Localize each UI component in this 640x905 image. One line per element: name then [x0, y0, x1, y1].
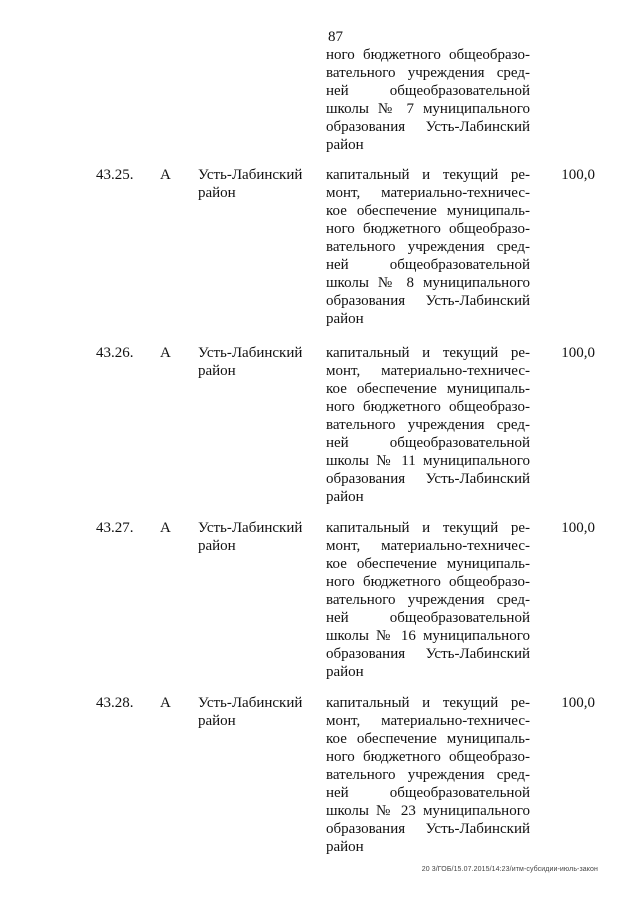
district-line: район — [198, 713, 236, 729]
document-footer: 20 3/ГОБ/15.07.2015/14:23/итм-субсидии-июль-закон — [421, 866, 598, 873]
district-line: Усть-Лабинский — [198, 345, 303, 361]
row-description — [326, 694, 530, 856]
description-line: вательного учреждения сред- — [326, 239, 530, 255]
row-number: 43.28. — [96, 695, 134, 711]
continuation-line: район — [326, 137, 364, 153]
description-line: капитальный и текущий ре- — [326, 167, 530, 183]
description-line: монт, материально-техничес- — [326, 538, 530, 554]
continuation-line: вательного учреждения сред- — [326, 65, 530, 81]
description-line: район — [326, 489, 364, 505]
district-line: район — [198, 363, 236, 379]
description-line: капитальный и текущий ре- — [326, 695, 530, 711]
row-amount: 100,0 — [561, 345, 595, 361]
description-line: кое обеспечение муниципаль- — [326, 203, 530, 219]
description-line: образования Усть-Лабинский — [326, 293, 530, 309]
description-line: кое обеспечение муниципаль- — [326, 381, 530, 397]
description-line: монт, материально-техничес- — [326, 363, 530, 379]
continuation-line: ней общеобразовательной — [326, 83, 530, 99]
row-category: А — [160, 167, 171, 183]
row-district — [198, 166, 308, 202]
description-line: кое обеспечение муниципаль- — [326, 731, 530, 747]
description-line: ного бюджетного общеобразо- — [326, 749, 530, 765]
description-line: вательного учреждения сред- — [326, 417, 530, 433]
row-category: А — [160, 520, 171, 536]
description-line: школы № 16 муниципального — [326, 628, 530, 644]
description-line: вательного учреждения сред- — [326, 767, 530, 783]
description-line: школы № 11 муниципального — [326, 453, 530, 469]
description-line: ного бюджетного общеобразо- — [326, 221, 530, 237]
description-line: монт, материально-техничес- — [326, 185, 530, 201]
row-amount: 100,0 — [561, 520, 595, 536]
description-line: образования Усть-Лабинский — [326, 646, 530, 662]
row-description — [326, 344, 530, 506]
row-district — [198, 344, 308, 380]
row-district — [198, 694, 308, 730]
row-category: А — [160, 345, 171, 361]
description-line: капитальный и текущий ре- — [326, 345, 530, 361]
description-line: район — [326, 839, 364, 855]
description-line: монт, материально-техничес- — [326, 713, 530, 729]
description-line: ного бюджетного общеобразо- — [326, 399, 530, 415]
description-line: образования Усть-Лабинский — [326, 821, 530, 837]
district-line: Усть-Лабинский — [198, 695, 303, 711]
row-category: А — [160, 695, 171, 711]
row-number: 43.26. — [96, 345, 134, 361]
description-line: ней общеобразовательной — [326, 610, 530, 626]
description-line: образования Усть-Лабинский — [326, 471, 530, 487]
row-amount: 100,0 — [561, 695, 595, 711]
district-line: Усть-Лабинский — [198, 167, 303, 183]
row-amount: 100,0 — [561, 167, 595, 183]
description-line: ней общеобразовательной — [326, 257, 530, 273]
row-description — [326, 166, 530, 328]
district-line: Усть-Лабинский — [198, 520, 303, 536]
district-line: район — [198, 185, 236, 201]
description-line: школы № 23 муниципального — [326, 803, 530, 819]
continuation-line: школы № 7 муниципального — [326, 101, 530, 117]
description-line: район — [326, 311, 364, 327]
continuation-line: ного бюджетного общеобразо- — [326, 47, 530, 63]
page-number: 87 — [328, 29, 343, 45]
description-line: капитальный и текущий ре- — [326, 520, 530, 536]
description-line: кое обеспечение муниципаль- — [326, 556, 530, 572]
description-line: вательного учреждения сред- — [326, 592, 530, 608]
row-number: 43.27. — [96, 520, 134, 536]
description-line: школы № 8 муниципального — [326, 275, 530, 291]
description-line: ней общеобразовательной — [326, 435, 530, 451]
description-line: ного бюджетного общеобразо- — [326, 574, 530, 590]
row-district — [198, 519, 308, 555]
description-line: ней общеобразовательной — [326, 785, 530, 801]
continuation-line: образования Усть-Лабинский — [326, 119, 530, 135]
district-line: район — [198, 538, 236, 554]
description-line: район — [326, 664, 364, 680]
row-number: 43.25. — [96, 167, 134, 183]
row-description — [326, 519, 530, 681]
continuation-text — [326, 46, 530, 154]
